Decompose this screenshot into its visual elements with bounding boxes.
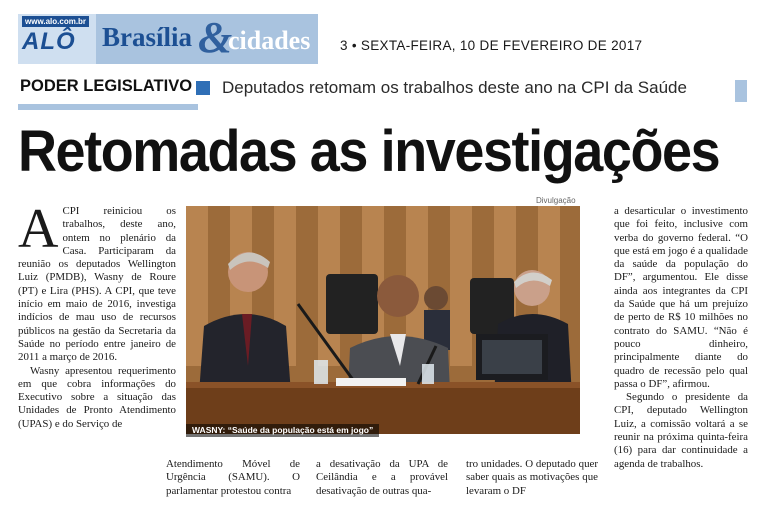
- article-paragraph: a desarticular o investimento que foi feito, inclusive com verba do governo federal. “O que está em jogo é a qualidade da saúde da população do DF”, argumentou. Ele disse ainda aos integrantes da CPI da Saúde que há um prejuízo de perto de R$ 10 milhões no contrato do SAMU. “Não é pouco dinheiro, principalmente diante do quadro de recessão pelo qual passa o DF”, afirmou.: [614, 205, 748, 390]
- rubric-square-icon: [196, 81, 210, 95]
- newspaper-logo: ALÔ: [22, 28, 76, 55]
- article-headline: Retomadas as investigações: [18, 119, 720, 184]
- rubric-underline: [18, 104, 198, 110]
- article-paragraph: Wasny apresentou requerimento em que cobra informações do Executivo sobre a situação das Unidades de Pronto Atendimento (UPAS) e do Serviço de: [18, 364, 176, 430]
- rubric-label: PODER LEGISLATIVO: [20, 77, 193, 95]
- rubric-end-marker: [735, 80, 747, 102]
- article-column-4: [466, 458, 598, 498]
- drop-cap: A: [18, 198, 59, 260]
- newspaper-url: www.alo.com.br: [22, 16, 89, 27]
- section-name-ampersand: &: [198, 13, 233, 62]
- article-column-5: [614, 205, 748, 471]
- article-paragraph: Segundo o presidente da CPI, deputado Wellington Luiz, a comissão voltará a se reunir na próxima quinta-feira (16) para dar continuidade a agenda de trabalhos.: [614, 391, 748, 470]
- photo-illustration: [186, 206, 580, 434]
- photo-credit: Divulgação: [536, 196, 576, 205]
- section-name-brasilia: Brasília: [102, 22, 193, 52]
- rubric-subtitle: Deputados retomam os trabalhos deste ano na CPI da Saúde: [222, 78, 687, 97]
- article-column-2: [166, 458, 300, 498]
- article-column-3: [316, 458, 448, 498]
- article-paragraph: CPI reiniciou os trabalhos, deste ano, ontem no plenário da Casa. Participaram da reunião os deputados Wellington Luiz (PMDB), Wasny de Roure (PT) e Lira (PHS). A CPI, que teve início em maio de 2016, investiga indícios de mau uso de recursos públicos na gestão da Secretaria da Saúde no período entre janeiro de 2011 a março de 2016.: [18, 205, 176, 364]
- article-photo: [186, 206, 580, 434]
- article-paragraph: Atendimento Móvel de Urgência (SAMU). O parlamentar protestou contra: [166, 458, 300, 497]
- section-name-cidades: cidades: [228, 26, 311, 55]
- article-paragraph: a desativação da UPA de Ceilândia e a provável desativação de outras qua-: [316, 458, 448, 497]
- page-date-info: 3 • SEXTA-FEIRA, 10 DE FEVEREIRO DE 2017: [340, 38, 643, 53]
- article-column-1: [18, 198, 176, 431]
- photo-caption: WASNY: “Saúde da população está em jogo”: [186, 424, 379, 437]
- article-paragraph: tro unidades. O deputado quer saber quais as motivações que levaram o DF: [466, 458, 598, 497]
